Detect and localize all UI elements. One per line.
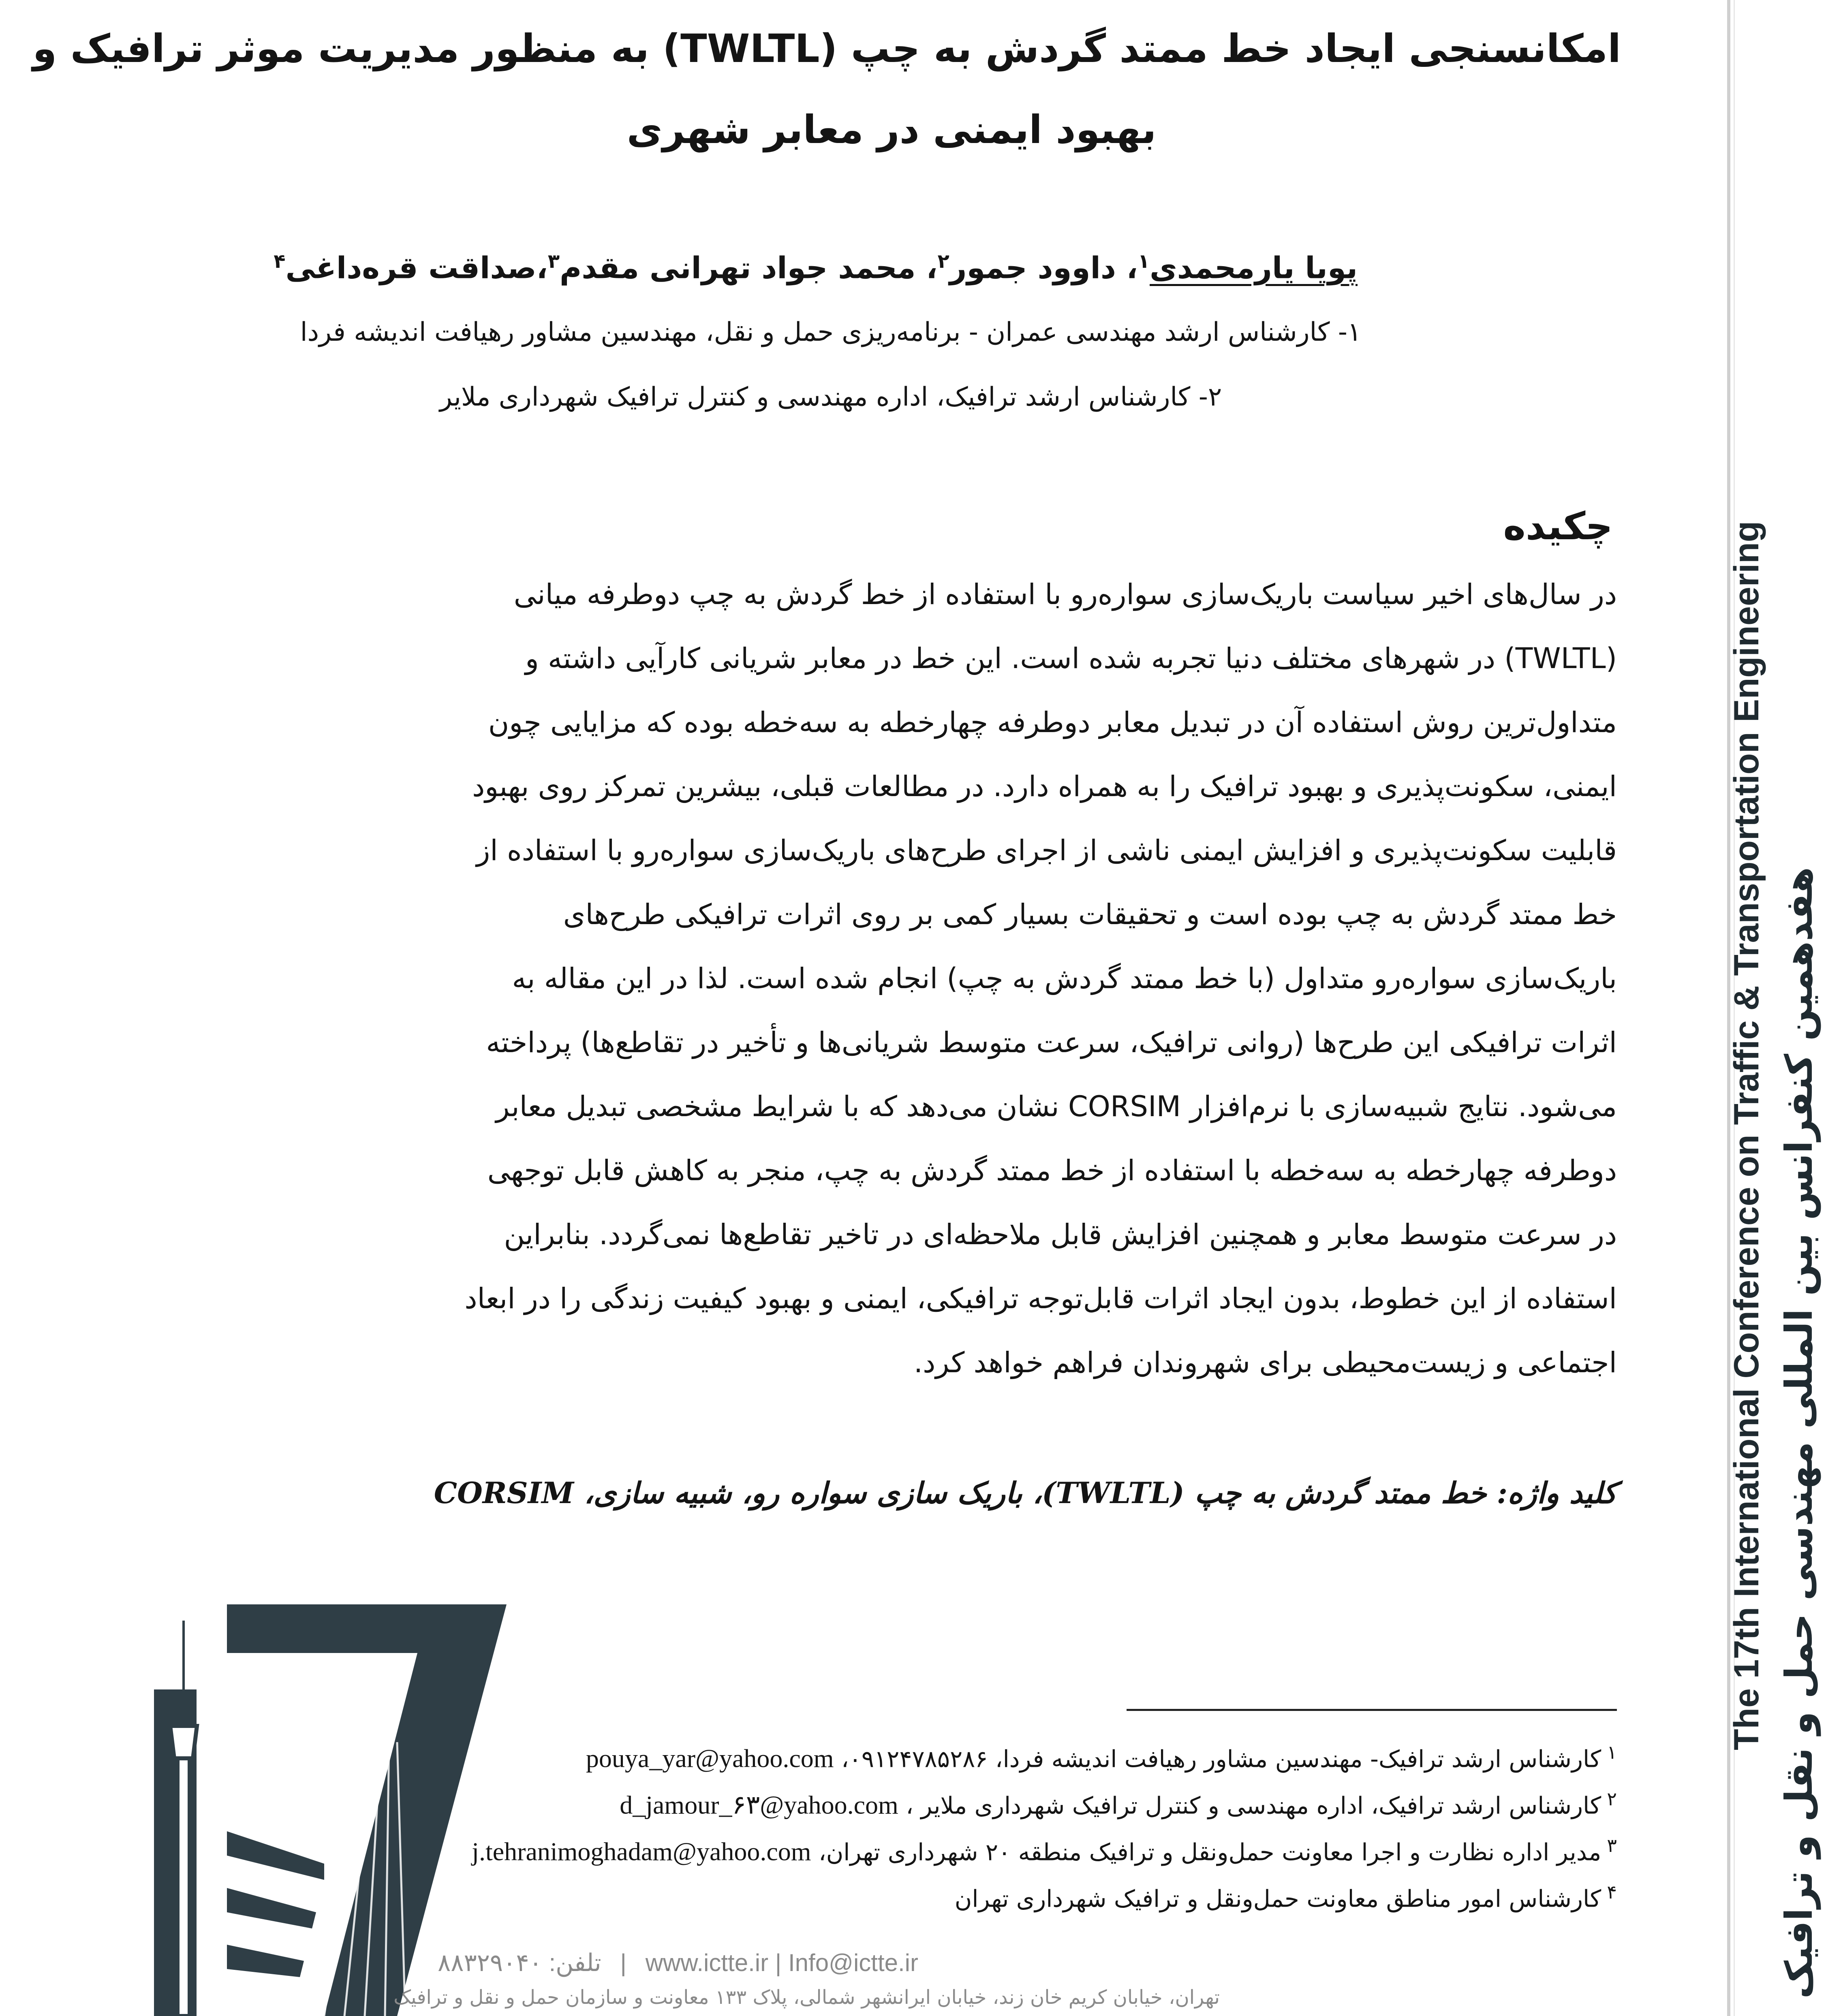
abstract-line: اجتماعی و زیست‌محیطی برای شهروندان فراهم خواهد کرد. [913,1346,1617,1379]
abstract-line: در سال‌های اخیر سیاست باریک‌سازی سواره‌رو با استفاده از خط گردش به چپ دوطرفه میانی [513,578,1617,611]
conference-side-banner [1661,521,1821,1999]
paper-title-line-1: امکانسنجی ایجاد خط ممتد گردش به چپ (TWLTL) به منظور مدیریت موثر ترافیک و [32,26,1621,71]
abstract-line: (TWLTL) در شهرهای مختلف دنیا تجربه شده است. این خط در معابر شریانی کارآیی داشته و [525,642,1617,675]
footnote-number: ۳ [1607,1834,1617,1856]
author-separator: ، [915,250,938,286]
abstract-line: اثرات ترافیکی این طرح‌ها (روانی ترافیک، سرعت متوسط شریانی‌ها و تأخیر در تقاطع‌ها) پرداخته [486,1026,1617,1059]
author-name: داوود جمور [949,250,1116,286]
abstract-line: خط ممتد گردش به چپ بوده است و تحقیقات بسیار کمی بر روی اثرات ترافیکی طرح‌های [563,898,1617,931]
abstract-line: قابلیت سکونت‌پذیری و افزایش ایمنی ناشی از اجرای طرح‌های باریک‌سازی سواره‌رو با استفاده از [476,834,1617,867]
logo-text: ICTTE [239,1670,368,1702]
banner-english: The 17th International Conference on Traffic & Transportation Engineering [1727,521,1766,1750]
paper-title-line-2: بهبود ایمنی در معابر شهری [626,107,1157,152]
conference-phone: تلفن: ۸۸۳۲۹۰۴۰ [438,1949,601,1976]
conference-contact [438,1945,1046,1981]
separator: | [620,1949,627,1976]
footnote-separator [1127,1709,1617,1711]
author-name: محمد جواد تهرانی مقدم [560,250,916,286]
footnote-email[interactable]: pouya_yar@yahoo.com [586,1744,834,1773]
abstract-line: دوطرفه چهارخطه به سه‌خطه با استفاده از خط ممتد گردش به چپ، منجر به کاهش قابل توجهی [487,1154,1617,1187]
author-separator: ، [1116,250,1138,286]
abstract-line: می‌شود. نتایج شبیه‌سازی با نرم‌افزار CORSIM نشان می‌دهد که با شرایط مشخصی تبدیل معابر [496,1090,1617,1123]
affiliation-line: ۱- کارشناس ارشد مهندسی عمران - برنامه‌ریزی حمل و نقل، مهندسین مشاور رهیافت اندیشه فردا [300,317,1362,347]
abstract-line: باریک‌سازی سواره‌رو متداول (با خط ممتد گردش به چپ) انجام شده است. لذا در این مقاله به [512,962,1617,995]
footnote-text: کارشناس ارشد ترافیک، اداره مهندسی و کنترل ترافیک شهرداری ملایر ، [906,1792,1601,1820]
footnote-number: ۴ [1607,1881,1617,1903]
abstract-line: استفاده از این خطوط، بدون ایجاد اثرات قابل‌توجه ترافیکی، ایمنی و بهبود کیفیت زندگی را در ابعاد [464,1282,1617,1315]
footnote-number: ۲ [1607,1788,1617,1810]
abstract-heading: چکیده [1503,504,1613,549]
author-separator: ، [536,250,548,286]
footnote-email[interactable]: d_jamour_۶۳@yahoo.com [620,1790,898,1820]
banner-persian: هفدهمین کنفرانس بین المللی مهندسی حمل و نقل و ترافیک [1777,867,1821,1999]
author-name: پویا یارمحمدی [1149,250,1358,286]
abstract-line: متداول‌ترین روش استفاده آن در تبدیل معابر دوطرفه چهارخطه به سه‌خطه بوده که مزایایی چون [488,706,1617,739]
footnote-text: کارشناس ارشد ترافیک- مهندسین مشاور رهیافت اندیشه فردا، ۰۹۱۲۴۷۸۵۲۸۶، [841,1745,1601,1773]
affiliation-line: ۲- کارشناس ارشد ترافیک، اداره مهندسی و کنترل ترافیک شهرداری ملایر [439,382,1222,412]
author-affiliation-mark: ۱ [1138,250,1150,273]
conference-address: تهران، خیابان کریم خان زند، خیابان ایرانشهر شمالی، پلاک ۱۳۳ معاونت و سازمان حمل و نقل و ترافیک [393,1986,1220,2009]
footnote-text: مدیر اداره نظارت و اجرا معاونت حمل‌ونقل و ترافیک منطقه ۲۰ شهرداری تهران، [818,1838,1601,1866]
abstract-line: ایمنی، سکونت‌پذیری و بهبود ترافیک را به همراه دارد. در مطالعات قبلی، بیشرین تمرکز روی بهبود [472,770,1617,803]
author-affiliation-mark: ۲ [937,250,949,273]
footnote-number: ۱ [1607,1741,1617,1763]
author-affiliation-mark: ۴ [274,250,286,273]
abstract-line: در سرعت متوسط معابر و همچنین افزایش قابل ملاحظه‌ای در تاخیر تقاطع‌ها نمی‌گردد. بنابراین [504,1218,1617,1251]
footnote-text: کارشناس امور مناطق معاونت حمل‌ونقل و ترافیک شهرداری تهران [954,1885,1601,1913]
author-name: صداقت قره‌داغی [285,250,537,286]
author-list [243,239,1358,288]
author-affiliation-mark: ۳ [547,250,560,273]
conference-web-email[interactable]: www.ictte.ir | Info@ictte.ir [645,1949,918,1976]
keywords: کلید واژه: خط ممتد گردش به چپ (TWLTL)، باریک سازی سواره رو، شبیه سازی، CORSIM [434,1476,1617,1510]
footnote-email[interactable]: j.tehranimoghadam@yahoo.com [472,1837,811,1866]
